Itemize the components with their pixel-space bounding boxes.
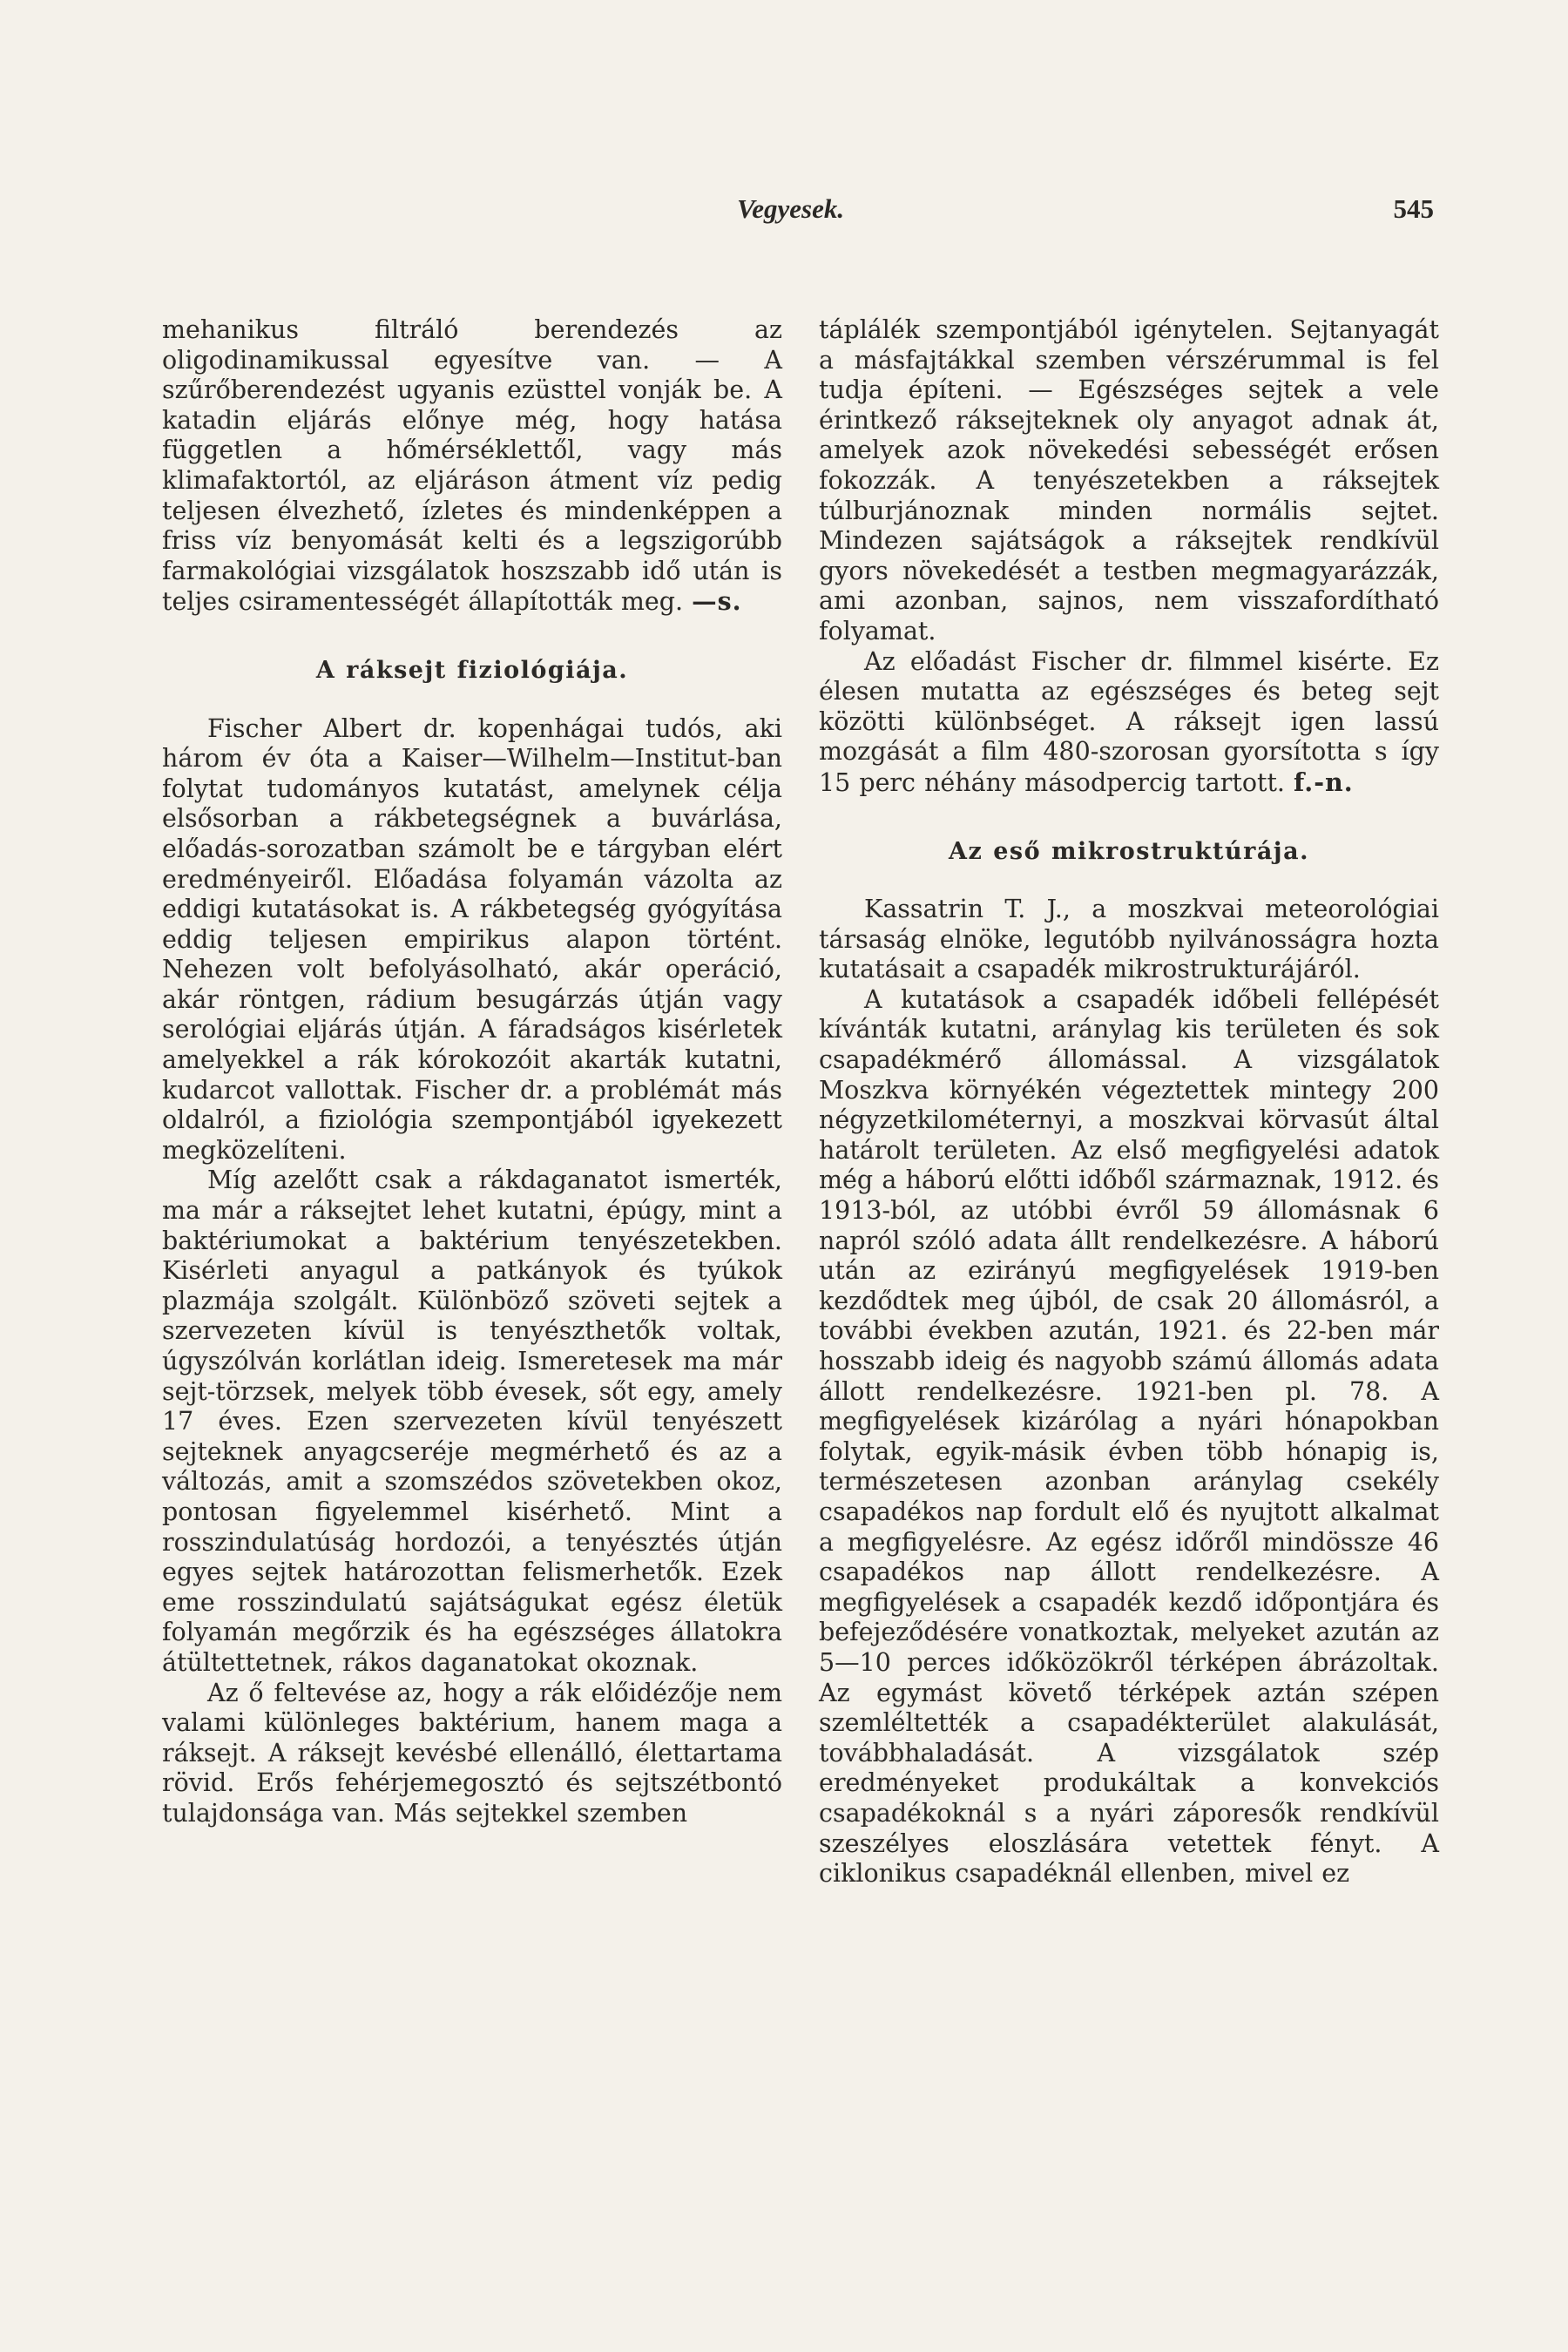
page-number: 545 bbox=[1393, 193, 1434, 224]
page-header bbox=[162, 193, 1434, 237]
right-paragraph-4: A kutatások a csapadék időbeli fellépését kívánták kutatni, aránylag kis területen és sok csapadékmérő állomással. A vizsgálatok Moszkva környékén végeztettek mintegy 200 négyzetkilométernyi, a moszkvai körvasút által határolt területen. Az első megfigyelési adatok még a háború előtti időből származnak, 1912. és 1913-ból, az utóbbi évről 59 állomásnak 6 napról szóló adata állt rendelkezésre. A háború után az ezirányú megfigyelések 1919-ben kezdődtek meg újból, de csak 20 állomásról, a további években azután, 1921. és 22-ben már hosszabb ideig és nagyobb számú állomás adata állott rendelkezésre. 1921-ben pl. 78. A megfigyelések kizárólag a nyári hónapokban folytak, egyik-másik évben több hónapig is, természetesen azonban aránylag csekély csapadékos nap fordult elő és nyujtott alkalmat a megfigyelésre. Az egész időről mindössze 46 csapadékos nap állott rendelkezésre. A megfigyelések a csapadék kezdő időpontjára és befejeződésére vonatkoztak, melyeket azután az 5—10 perces időközökről térképen ábrázoltak. Az egymást követő térképek aztán szépen szemléltették a csapadékterület alakulását, továbbhaladását. A vizsgálatok szép eredményeket produkáltak a konvekciós csapadékoknál s a nyári záporesők rendkívül szeszélyes eloszlására vetettek fényt. A ciklonikus csapadéknál ellenben, mivel ez bbox=[819, 984, 1439, 1889]
left-paragraph-4: Az ő feltevése az, hogy a rák előidézője nem valami különleges baktérium, hanem maga a ráksejt. A ráksejt kevésbé ellenálló, élettartama rövid. Erős fehérjemegosztó és sejtszétbontó tulajdonsága van. Más sejtekkel szemben bbox=[162, 1678, 782, 1828]
right-paragraph-2 bbox=[819, 647, 1439, 799]
left-column bbox=[162, 315, 782, 1829]
running-title: Vegyesek. bbox=[737, 193, 845, 224]
section-title-raksejt: A ráksejt fiziológiája. bbox=[315, 656, 629, 684]
left-paragraph-1 bbox=[162, 315, 782, 618]
right-paragraph-3: Kassatrin T. J., a moszkvai meteorológiai társaság elnöke, legutóbb nyilvánosságra hozta kutatásait a csapadék mikrostrukturájáról. bbox=[819, 895, 1439, 984]
right-column bbox=[819, 315, 1439, 1889]
right-paragraph-2-text: Az előadást Fischer dr. filmmel kisérte. Ez élesen mutatta az egészséges és beteg sejt közötti különbséget. A ráksejt igen lassú mozgását a film 480-szorosan gyorsította s így 15 perc néhány másodpercig tartott. bbox=[819, 646, 1439, 797]
left-paragraph-2: Fischer Albert dr. kopenhágai tudós, aki három év óta a Kaiser—Wilhelm—Institut-ban folytat tudományos kutatást, amelynek célja elsősorban a rákbetegségnek a buvárlása, előadás-sorozatban számolt be e tárgyban elért eredményeiről. Előadása folyamán vázolta az eddigi kutatásokat is. A rákbetegség gyógyítása eddig teljesen empirikus alapon történt. Nehezen volt befolyásolható, akár operáció, akár röntgen, rádium besugárzás útján vagy serológiai eljárás útján. A fáradságos kisérletek amelyekkel a rák kórokozóit akarták kutatni, kudarcot vallottak. Fischer dr. a problémát más oldalról, a fiziológia szempontjából igyekezett megközelíteni. bbox=[162, 713, 782, 1165]
author-signature: f.-n. bbox=[1294, 767, 1354, 797]
left-paragraph-3: Míg azelőtt csak a rákdaganatot ismerték, ma már a ráksejtet lehet kutatni, épúgy, mint a baktériumokat a baktérium tenyészetekben. Kisérleti anyagul a patkányok és tyúkok plazmája szolgált. Különböző szöveti sejtek a szervezeten kívül is tenyészthetők voltak, úgyszólván korlátlan ideig. Ismeretesek ma már sejt-törzsek, melyek több évesek, sőt egy, amely 17 éves. Ezen szervezeten kívül tenyészett sejteknek anyagcseréje megmérhető és az a változás, amit a szomszédos szövetekben okoz, pontosan figyelemmel kisérhető. Mint a rosszindulatúság hordozói, a tenyésztés útján egyes sejtek határozottan felismerhetők. Ezek eme rosszindulatú sajátságukat egész életük folyamán megőrzik és ha egészséges állatokra átültettetnek, rákos daganatokat okoznak. bbox=[162, 1166, 782, 1677]
author-signature: —s. bbox=[692, 586, 742, 617]
left-paragraph-1-text: mehanikus filtráló berendezés az oligodinamikussal egyesítve van. — A szűrőberendezést ugyanis ezüsttel vonják be. A katadin eljárás előnye még, hogy hatása független a hőmérséklettől, vagy más klimafaktortól, az eljáráson átment víz pedig teljesen élvezhető, ízletes és mindenképpen a friss víz benyomását kelti és a legszigorúbb farmakológiai vizsgálatok hoszszabb idő után is teljes csiramentességét állapították meg. bbox=[162, 315, 782, 617]
section-title-eso: Az eső mikrostruktúrája. bbox=[949, 837, 1309, 865]
right-paragraph-1: táplálék szempontjából igénytelen. Sejtanyagát a másfajtákkal szemben vérszérummal is fel tudja építeni. — Egészséges sejtek a vele érintkező ráksejteknek oly anyagot adnak át, amelyek azok növekedési sebességét erősen fokozzák. A tenyészetekben a ráksejtek túlburjánoznak minden normális sejtet. Mindezen sajátságok a ráksejtek rendkívül gyors növekedését a testben megmagyarázzák, ami azonban, sajnos, nem visszafordítható folyamat. bbox=[819, 315, 1439, 645]
